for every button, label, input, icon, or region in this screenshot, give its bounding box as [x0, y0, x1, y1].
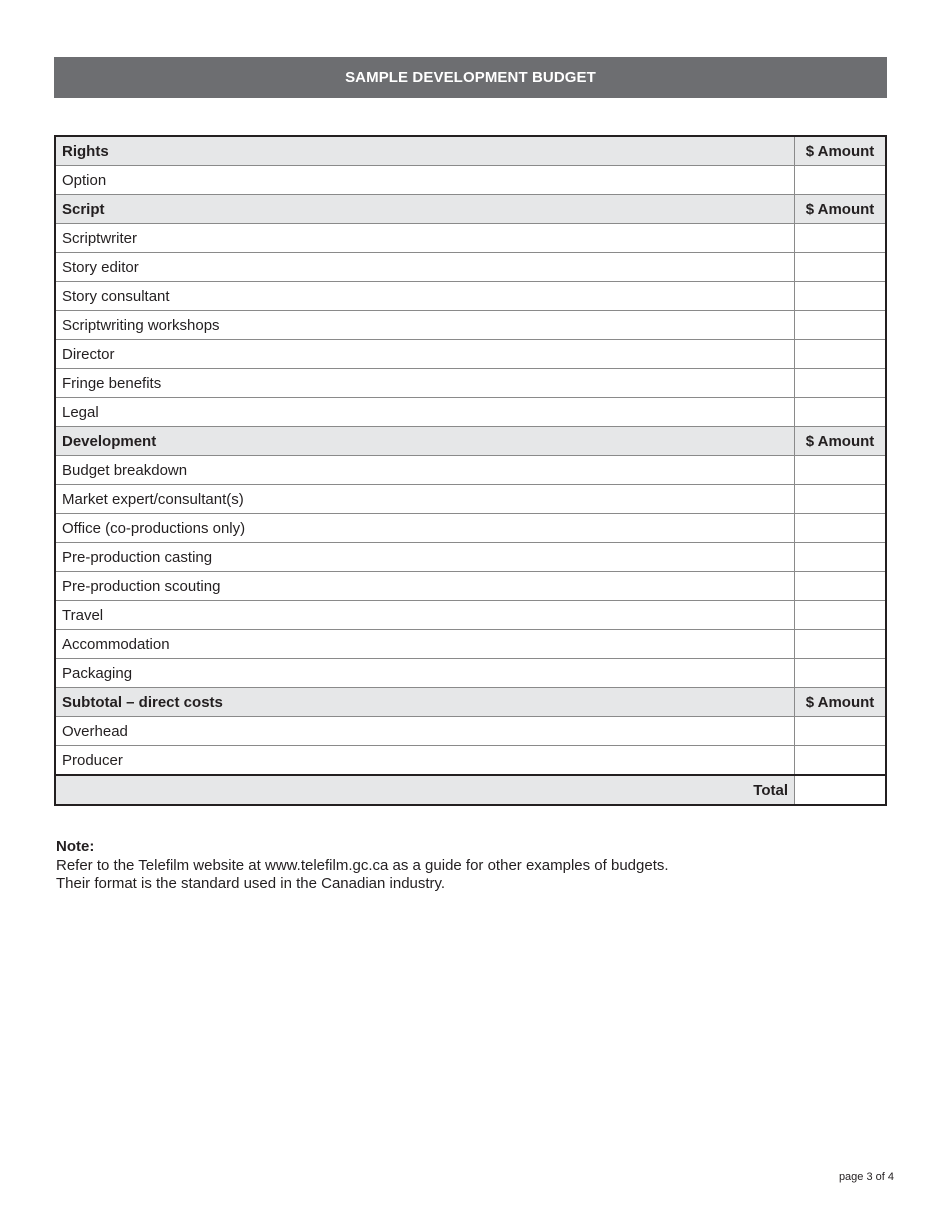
- amount-cell[interactable]: [795, 572, 887, 601]
- line-item-label: Packaging: [55, 659, 795, 688]
- line-item-row: [55, 746, 886, 776]
- section-header-row: [55, 195, 886, 224]
- amount-cell[interactable]: [795, 717, 887, 746]
- line-item-row: [55, 224, 886, 253]
- line-item-row: [55, 514, 886, 543]
- amount-cell[interactable]: [795, 659, 887, 688]
- total-label: Total: [55, 775, 795, 805]
- amount-header: $ Amount: [795, 688, 887, 717]
- section-label: Script: [55, 195, 795, 224]
- section-label: Rights: [55, 136, 795, 166]
- amount-cell[interactable]: [795, 340, 887, 369]
- amount-header: $ Amount: [795, 136, 887, 166]
- line-item-row: [55, 572, 886, 601]
- amount-cell[interactable]: [795, 166, 887, 195]
- line-item-label: Story consultant: [55, 282, 795, 311]
- section-label: Subtotal – direct costs: [55, 688, 795, 717]
- line-item-label: Budget breakdown: [55, 456, 795, 485]
- total-row: [55, 775, 886, 805]
- total-amount-cell[interactable]: [795, 775, 887, 805]
- line-item-label: Scriptwriter: [55, 224, 795, 253]
- line-item-label: Option: [55, 166, 795, 195]
- line-item-row: [55, 543, 886, 572]
- line-item-label: Office (co-productions only): [55, 514, 795, 543]
- note-block: [56, 838, 669, 894]
- section-header-row: [55, 688, 886, 717]
- line-item-row: [55, 166, 886, 195]
- line-item-label: Legal: [55, 398, 795, 427]
- line-item-row: [55, 311, 886, 340]
- amount-cell[interactable]: [795, 224, 887, 253]
- section-header-row: [55, 136, 886, 166]
- line-item-row: [55, 630, 886, 659]
- line-item-label: Producer: [55, 746, 795, 776]
- line-item-label: Overhead: [55, 717, 795, 746]
- budget-table: [54, 135, 887, 806]
- amount-cell[interactable]: [795, 514, 887, 543]
- page-number: page 3 of 4: [838, 1171, 894, 1183]
- line-item-row: [55, 456, 886, 485]
- line-item-label: Fringe benefits: [55, 369, 795, 398]
- line-item-label: Director: [55, 340, 795, 369]
- amount-cell[interactable]: [795, 601, 887, 630]
- line-item-label: Accommodation: [55, 630, 795, 659]
- line-item-row: [55, 398, 886, 427]
- line-item-label: Story editor: [55, 253, 795, 282]
- section-header-row: [55, 427, 886, 456]
- note-title: Note:: [56, 838, 95, 855]
- line-item-row: [55, 601, 886, 630]
- amount-cell[interactable]: [795, 456, 887, 485]
- line-item-row: [55, 340, 886, 369]
- line-item-label: Scriptwriting workshops: [55, 311, 795, 340]
- amount-cell[interactable]: [795, 746, 887, 776]
- line-item-row: [55, 485, 886, 514]
- line-item-row: [55, 659, 886, 688]
- page-title: SAMPLE DEVELOPMENT BUDGET: [54, 57, 887, 98]
- line-item-row: [55, 717, 886, 746]
- line-item-label: Travel: [55, 601, 795, 630]
- line-item-row: [55, 369, 886, 398]
- amount-header: $ Amount: [795, 427, 887, 456]
- line-item-row: [55, 253, 886, 282]
- amount-cell[interactable]: [795, 369, 887, 398]
- note-line-2: Their format is the standard used in the Canadian industry.: [56, 875, 446, 892]
- budget-table-body: [55, 136, 886, 805]
- section-label: Development: [55, 427, 795, 456]
- line-item-label: Pre-production casting: [55, 543, 795, 572]
- amount-cell[interactable]: [795, 282, 887, 311]
- line-item-label: Market expert/consultant(s): [55, 485, 795, 514]
- amount-cell[interactable]: [795, 485, 887, 514]
- amount-cell[interactable]: [795, 398, 887, 427]
- amount-cell[interactable]: [795, 543, 887, 572]
- amount-header: $ Amount: [795, 195, 887, 224]
- line-item-row: [55, 282, 886, 311]
- amount-cell[interactable]: [795, 630, 887, 659]
- line-item-label: Pre-production scouting: [55, 572, 795, 601]
- amount-cell[interactable]: [795, 311, 887, 340]
- note-line-1: Refer to the Telefilm website at www.telefilm.gc.ca as a guide for other examples of budgets.: [56, 856, 669, 874]
- amount-cell[interactable]: [795, 253, 887, 282]
